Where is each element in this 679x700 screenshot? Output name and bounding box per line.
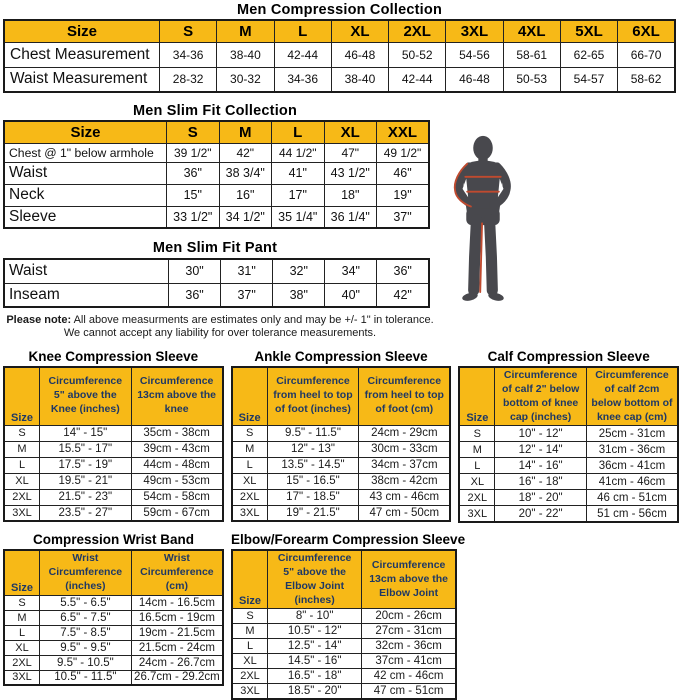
size-column-header: 4XL (503, 20, 560, 42)
table-row (4, 505, 223, 521)
figure-right-leg (490, 220, 493, 291)
value-cell: 17.5" - 19" (40, 457, 132, 473)
size-cell: M (4, 441, 40, 457)
calf-sleeve-table (458, 366, 679, 523)
size-cell: S (4, 595, 40, 610)
value-cell: 27cm - 31cm (362, 624, 456, 639)
value-cell: 33 1/2" (167, 206, 220, 228)
row-label: Neck (4, 184, 167, 206)
value-cell: 12" - 14" (495, 442, 587, 458)
value-cell: 46" (377, 162, 430, 184)
size-column-header: S (167, 121, 220, 143)
table-row (232, 473, 451, 489)
sleeve-tables-row-2 (0, 532, 679, 700)
value-cell: 34cm - 37cm (359, 457, 451, 473)
value-cell: 24cm - 26.7cm (131, 655, 223, 670)
value-cell: 36" (377, 259, 429, 283)
table-row (4, 670, 223, 685)
size-cell: S (459, 426, 495, 442)
header-row (232, 367, 451, 425)
size-cell: S (232, 425, 268, 441)
table-row (459, 426, 678, 442)
table-row (4, 283, 429, 307)
header-row (459, 367, 678, 426)
table-row (4, 67, 675, 92)
slim-fit-collection-table (3, 120, 430, 229)
row-label: Waist (4, 259, 169, 283)
inches-column-header: Circumference 5" above the Knee (inches) (40, 367, 132, 425)
table-row (4, 610, 223, 625)
size-header: Size (232, 550, 268, 609)
table-row (4, 259, 429, 283)
value-cell: 42" (377, 283, 429, 307)
value-cell: 38" (273, 283, 325, 307)
table-row (232, 639, 456, 654)
value-cell: 36cm - 41cm (586, 458, 678, 474)
value-cell: 39cm - 43cm (131, 441, 223, 457)
sleeve-tables-row-1 (0, 349, 679, 523)
table-row (232, 425, 451, 441)
size-cell: 3XL (4, 670, 40, 685)
table-row (459, 442, 678, 458)
value-cell: 19cm - 21.5cm (131, 625, 223, 640)
value-cell: 54-57 (560, 67, 617, 92)
table-row (4, 206, 429, 228)
header-row (4, 367, 223, 425)
value-cell: 35cm - 38cm (131, 425, 223, 441)
value-cell: 49cm - 53cm (131, 473, 223, 489)
value-cell: 12" - 13" (267, 441, 359, 457)
value-cell: 37" (221, 283, 273, 307)
size-cell: XL (4, 640, 40, 655)
value-cell: 7.5" - 8.5" (40, 625, 132, 640)
value-cell: 21.5cm - 24cm (131, 640, 223, 655)
table-row (232, 609, 456, 624)
size-cell: XL (459, 474, 495, 490)
size-header: Size (4, 20, 160, 42)
value-cell: 12.5" - 14" (268, 639, 362, 654)
value-cell: 38cm - 42cm (359, 473, 451, 489)
size-cell: 2XL (232, 489, 268, 505)
wrist-band-table (3, 549, 224, 686)
value-cell: 30-32 (217, 67, 274, 92)
size-cell: L (232, 639, 268, 654)
table-row (4, 441, 223, 457)
size-cell: 2XL (4, 489, 40, 505)
table-row (4, 489, 223, 505)
table-row (4, 473, 223, 489)
value-cell: 9.5" - 9.5" (40, 640, 132, 655)
cm-column-header: Wrist Circumference (cm) (131, 550, 223, 595)
table-row (4, 595, 223, 610)
value-cell: 36 1/4" (324, 206, 377, 228)
value-cell: 30" (169, 259, 221, 283)
inches-column-header: Circumference of calf 2" below bottom of knee cap (inches) (495, 367, 587, 426)
row-label: Waist Measurement (4, 67, 160, 92)
table-row (4, 457, 223, 473)
cm-column-header: Circumference from heel to top of foot (cm) (359, 367, 451, 425)
value-cell: 38 3/4" (219, 162, 272, 184)
slim-fit-pant-table (3, 258, 430, 308)
value-cell: 32" (273, 259, 325, 283)
value-cell: 6.5" - 7.5" (40, 610, 132, 625)
value-cell: 59cm - 67cm (131, 505, 223, 521)
size-cell: S (232, 609, 268, 624)
value-cell: 15" - 16.5" (267, 473, 359, 489)
value-cell: 34 1/2" (219, 206, 272, 228)
size-cell: 2XL (232, 669, 268, 684)
header-row (4, 550, 223, 595)
value-cell: 30cm - 33cm (359, 441, 451, 457)
ankle-sleeve-title: Ankle Compression Sleeve (254, 349, 428, 364)
value-cell: 21.5" - 23" (40, 489, 132, 505)
value-cell: 24cm - 29cm (359, 425, 451, 441)
value-cell: 31cm - 36cm (586, 442, 678, 458)
ankle-sleeve-table (231, 366, 452, 522)
value-cell: 43 cm - 46cm (359, 489, 451, 505)
table-row (459, 474, 678, 490)
value-cell: 26.7cm - 29.2cm (131, 670, 223, 685)
value-cell: 58-62 (618, 67, 675, 92)
size-cell: 2XL (4, 655, 40, 670)
value-cell: 46-48 (331, 42, 388, 67)
inches-column-header: Circumference from heel to top of foot (inches) (267, 367, 359, 425)
male-silhouette-svg (441, 134, 525, 320)
value-cell: 43 1/2" (324, 162, 377, 184)
value-cell: 32cm - 36cm (362, 639, 456, 654)
value-cell: 15" (167, 184, 220, 206)
value-cell: 49 1/2" (377, 143, 430, 162)
value-cell: 38-40 (217, 42, 274, 67)
value-cell: 10" - 12" (495, 426, 587, 442)
size-header: Size (4, 367, 40, 425)
note-line-2: We cannot accept any liability for over tolerance measurements. (63, 327, 377, 339)
value-cell: 31" (221, 259, 273, 283)
cm-column-header: Circumference of calf 2cm below bottom of knee cap (cm) (586, 367, 678, 426)
table-row (4, 184, 429, 206)
value-cell: 42" (219, 143, 272, 162)
value-cell: 66-70 (618, 42, 675, 67)
size-cell: L (4, 625, 40, 640)
value-cell: 47 cm - 51cm (362, 684, 456, 699)
row-label: Sleeve (4, 206, 167, 228)
value-cell: 35 1/4" (272, 206, 325, 228)
value-cell: 13.5" - 14.5" (267, 457, 359, 473)
size-cell: M (459, 442, 495, 458)
value-cell: 16" - 18" (495, 474, 587, 490)
value-cell: 17" (272, 184, 325, 206)
note-text-1: All above measurments are estimates only and may be +/- 1" in tolerance. (71, 314, 434, 326)
size-column-header: M (219, 121, 272, 143)
value-cell: 14" - 15" (40, 425, 132, 441)
size-header: Size (459, 367, 495, 426)
size-cell: L (4, 457, 40, 473)
size-column-header: XL (324, 121, 377, 143)
elbow-forearm-sleeve-title: Elbow/Forearm Compression Sleeve (231, 531, 466, 547)
value-cell: 17" - 18.5" (267, 489, 359, 505)
value-cell: 14.5" - 16" (268, 654, 362, 669)
value-cell: 40" (325, 283, 377, 307)
value-cell: 47 cm - 50cm (359, 505, 451, 521)
size-column-header: XXL (377, 121, 430, 143)
value-cell: 42-44 (389, 67, 446, 92)
row-label: Inseam (4, 283, 169, 307)
table-row (4, 640, 223, 655)
slim-fit-pant-title: Men Slim Fit Pant (152, 240, 278, 256)
value-cell: 20cm - 26cm (362, 609, 456, 624)
value-cell: 10.5" - 11.5" (40, 670, 132, 685)
header-row (4, 121, 429, 143)
value-cell: 36" (167, 162, 220, 184)
table-row (4, 625, 223, 640)
male-silhouette-measurement-figure (441, 134, 525, 320)
value-cell: 50-53 (503, 67, 560, 92)
cm-column-header: Circumference 13cm above the Elbow Joint (362, 550, 456, 609)
size-header: Size (4, 550, 40, 595)
table-row (459, 458, 678, 474)
value-cell: 16.5cm - 19cm (131, 610, 223, 625)
size-cell: 3XL (459, 506, 495, 522)
value-cell: 42-44 (274, 42, 331, 67)
value-cell: 50-52 (389, 42, 446, 67)
table-row (4, 143, 429, 162)
value-cell: 62-65 (560, 42, 617, 67)
figure-left-leg (474, 220, 477, 291)
size-cell: L (232, 457, 268, 473)
size-column-header: 6XL (618, 20, 675, 42)
value-cell: 14cm - 16.5cm (131, 595, 223, 610)
value-cell: 18" (324, 184, 377, 206)
value-cell: 34-36 (274, 67, 331, 92)
size-header: Size (232, 367, 268, 425)
value-cell: 34" (325, 259, 377, 283)
slim-fit-zone (0, 103, 679, 340)
table-row (232, 654, 456, 669)
size-cell: M (232, 441, 268, 457)
value-cell: 20" - 22" (495, 506, 587, 522)
value-cell: 28-32 (160, 67, 217, 92)
value-cell: 8" - 10" (268, 609, 362, 624)
elbow-forearm-sleeve-table (231, 549, 457, 700)
value-cell: 37cm - 41cm (362, 654, 456, 669)
value-cell: 46-48 (446, 67, 503, 92)
size-cell: XL (232, 654, 268, 669)
size-cell: L (459, 458, 495, 474)
inches-column-header: Circumference 5" above the Elbow Joint (inches) (268, 550, 362, 609)
value-cell: 46 cm - 51cm (586, 490, 678, 506)
size-cell: S (4, 425, 40, 441)
table-row (459, 506, 678, 522)
size-cell: 3XL (4, 505, 40, 521)
elbow-forearm-sleeve-section (231, 531, 466, 700)
calf-sleeve-section (458, 349, 679, 523)
value-cell: 16" (219, 184, 272, 206)
table-row (4, 42, 675, 67)
table-row (4, 425, 223, 441)
value-cell: 9.5" - 10.5" (40, 655, 132, 670)
table-row (232, 624, 456, 639)
value-cell: 44 1/2" (272, 143, 325, 162)
value-cell: 14" - 16" (495, 458, 587, 474)
knee-sleeve-table (3, 366, 224, 522)
size-cell: XL (4, 473, 40, 489)
size-cell: 3XL (232, 684, 268, 699)
value-cell: 38-40 (331, 67, 388, 92)
value-cell: 41cm - 46cm (586, 474, 678, 490)
value-cell: 18" - 20" (495, 490, 587, 506)
size-cell: 2XL (459, 490, 495, 506)
compression-collection-table (3, 19, 676, 93)
value-cell: 18.5" - 20" (268, 684, 362, 699)
size-cell: XL (232, 473, 268, 489)
knee-sleeve-section (3, 349, 224, 523)
value-cell: 9.5" - 11.5" (267, 425, 359, 441)
value-cell: 44cm - 48cm (131, 457, 223, 473)
size-column-header: L (272, 121, 325, 143)
value-cell: 51 cm - 56cm (586, 506, 678, 522)
tolerance-note (0, 314, 440, 340)
table-row (232, 441, 451, 457)
table-row (4, 162, 429, 184)
value-cell: 10.5" - 12" (268, 624, 362, 639)
compression-collection-section (0, 0, 679, 93)
row-label: Chest @ 1" below armhole (4, 143, 167, 162)
row-label: Chest Measurement (4, 42, 160, 67)
table-row (232, 669, 456, 684)
size-column-header: M (217, 20, 274, 42)
value-cell: 25cm - 31cm (586, 426, 678, 442)
size-cell: M (4, 610, 40, 625)
note-bold-prefix: Please note: (6, 314, 72, 326)
value-cell: 41" (272, 162, 325, 184)
size-column-header: S (160, 20, 217, 42)
value-cell: 15.5" - 17" (40, 441, 132, 457)
value-cell: 54cm - 58cm (131, 489, 223, 505)
value-cell: 5.5" - 6.5" (40, 595, 132, 610)
compression-collection-title: Men Compression Collection (237, 2, 442, 18)
value-cell: 42 cm - 46cm (362, 669, 456, 684)
header-row (4, 20, 675, 42)
table-row (232, 489, 451, 505)
inches-column-header: Wrist Circumference (inches) (40, 550, 132, 595)
value-cell: 23.5" - 27" (40, 505, 132, 521)
size-column-header: XL (331, 20, 388, 42)
slim-fit-collection-title: Men Slim Fit Collection (132, 103, 298, 119)
value-cell: 19" (377, 184, 430, 206)
size-cell: M (232, 624, 268, 639)
size-cell: 3XL (232, 505, 268, 521)
value-cell: 47" (324, 143, 377, 162)
value-cell: 36" (169, 283, 221, 307)
table-row (4, 655, 223, 670)
table-row (232, 505, 451, 521)
wrist-band-title: Compression Wrist Band (32, 531, 195, 547)
row-label: Waist (4, 162, 167, 184)
value-cell: 58-61 (503, 42, 560, 67)
header-row (232, 550, 456, 609)
value-cell: 54-56 (446, 42, 503, 67)
size-column-header: 3XL (446, 20, 503, 42)
table-row (232, 684, 456, 699)
wrist-band-section (3, 532, 224, 700)
value-cell: 19.5" - 21" (40, 473, 132, 489)
size-column-header: 5XL (560, 20, 617, 42)
ankle-sleeve-section (231, 349, 452, 523)
size-column-header: 2XL (389, 20, 446, 42)
note-line-1 (0, 314, 440, 327)
size-header: Size (4, 121, 167, 143)
calf-sleeve-title: Calf Compression Sleeve (487, 349, 650, 364)
value-cell: 37" (377, 206, 430, 228)
knee-sleeve-title: Knee Compression Sleeve (28, 349, 199, 364)
value-cell: 19" - 21.5" (267, 505, 359, 521)
value-cell: 34-36 (160, 42, 217, 67)
size-column-header: L (274, 20, 331, 42)
table-row (459, 490, 678, 506)
value-cell: 16.5" - 18" (268, 669, 362, 684)
cm-column-header: Circumference 13cm above the knee (131, 367, 223, 425)
table-row (232, 457, 451, 473)
value-cell: 39 1/2" (167, 143, 220, 162)
